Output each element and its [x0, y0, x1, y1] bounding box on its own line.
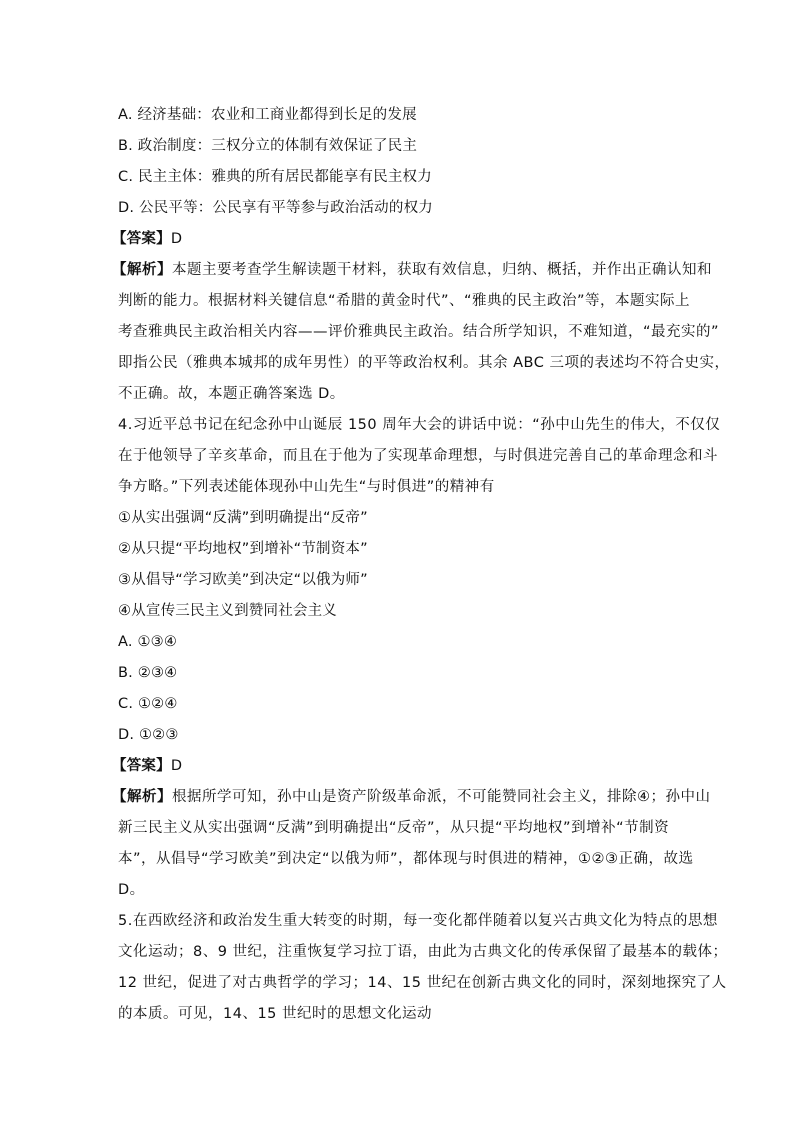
q3-answer-tag: 【答案】: [112, 231, 171, 247]
q3-analysis-line: 不正确。故，本题正确答案选 D。: [118, 386, 345, 402]
q3-option-a: A. 经济基础：农业和工商业都得到长足的发展: [118, 107, 417, 123]
q4-analysis-line: 新三民主义从实出强调“反满”到明确提出“反帝”，从只提“平均地权”到增补“节制资: [118, 820, 670, 836]
q4-stem-line: 在于他领导了辛亥革命，而且在于他为了实现革命理想，与时俱进完善自己的革命理念和斗: [118, 448, 718, 464]
q3-option-d: D. 公民平等：公民享有平等参与政治活动的权力: [118, 200, 433, 216]
q3-analysis-line: [112, 255, 712, 286]
q4-stem-line: 4.习近平总书记在纪念孙中山诞辰 150 周年大会的讲话中说：“孙中山先生的伟大，不仅仅: [118, 417, 721, 433]
q3-analysis-line: 考查雅典民主政治相关内容——评价雅典民主政治。结合所学知识，不难知道，“最充实的”: [118, 324, 720, 340]
q5-stem-line: 的本质。可见，14、15 世纪时的思想文化运动: [118, 1006, 433, 1022]
q4-item-2: ②从只提“平均地权”到增补“节制资本”: [118, 541, 368, 557]
q4-item-4: ④从宣传三民主义到赞同社会主义: [118, 603, 337, 619]
q3-analysis-text: 本题主要考查学生解读题干材料，获取有效信息，归纳、概括，并作出正确认知和: [172, 262, 712, 278]
q3-analysis-line: 即指公民（雅典本城邦的成年男性）的平等政治权利。其余 ABC 三项的表述均不符合史实，: [118, 355, 730, 371]
q4-items: [118, 503, 686, 627]
q4-answer-value: D: [170, 758, 183, 774]
document-page: [112, 100, 730, 1030]
q5-stem-line: 文化运动；8、9 世纪，注重恢复学习拉丁语，由此为古典文化的传承保留了最基本的载体；: [118, 944, 728, 960]
q4-item-1: ①从实出强调“反满”到明确提出“反帝”: [118, 510, 368, 526]
q3-option-b: B. 政治制度：三权分立的体制有效保证了民主: [118, 138, 418, 154]
q3-option-c: C. 民主主体：雅典的所有居民都能享有民主权力: [118, 169, 432, 185]
q4-option-b: B. ②③④: [118, 665, 178, 681]
q4-options: [118, 627, 686, 751]
q4-analysis-line: [112, 782, 711, 813]
q4-item-3: ③从倡导“学习欧美”到决定“以俄为师”: [118, 572, 368, 588]
q4-analysis-tag: 【解析】: [112, 789, 172, 805]
q4-analysis-text: 根据所学可知，孙中山是资产阶级革命派，不可能赞同社会主义，排除④；孙中山: [172, 789, 711, 805]
q4-analysis: [112, 782, 711, 906]
q3-analysis-line: 判断的能力。根据材料关键信息“希腊的黄金时代”、“雅典的民主政治”等，本题实际上: [118, 293, 691, 309]
q4-option-c: C. ①②④: [118, 696, 178, 712]
q4-answer: [112, 751, 686, 782]
q5-stem-line: 5.在西欧经济和政治发生重大转变的时期，每一变化都伴随着以复兴古典文化为特点的思想: [118, 913, 718, 929]
q3-options: [118, 100, 686, 224]
q4-analysis-line: D。: [118, 882, 145, 898]
q4-answer-tag: 【答案】: [112, 758, 171, 774]
q4-stem: [118, 410, 721, 503]
q3-answer-value: D: [170, 231, 183, 247]
q3-analysis: [112, 255, 730, 410]
q5-stem-line: 12 世纪，促进了对古典哲学的学习；14、15 世纪在创新古典文化的同时，深刻地探究了人: [118, 975, 727, 991]
q4-option-a: A. ①③④: [118, 634, 178, 650]
q4-analysis-line: 本”，从倡导“学习欧美”到决定“以俄为师”，都体现与时俱进的精神，①②③正确，故选: [118, 851, 694, 867]
q5-stem: [118, 906, 728, 1030]
q4-option-d: D. ①②③: [118, 727, 179, 743]
q3-analysis-tag: 【解析】: [112, 262, 172, 278]
q3-answer: [112, 224, 686, 255]
q4-stem-line: 争方略。”下列表述能体现孙中山先生“与时俱进”的精神有: [118, 479, 495, 495]
